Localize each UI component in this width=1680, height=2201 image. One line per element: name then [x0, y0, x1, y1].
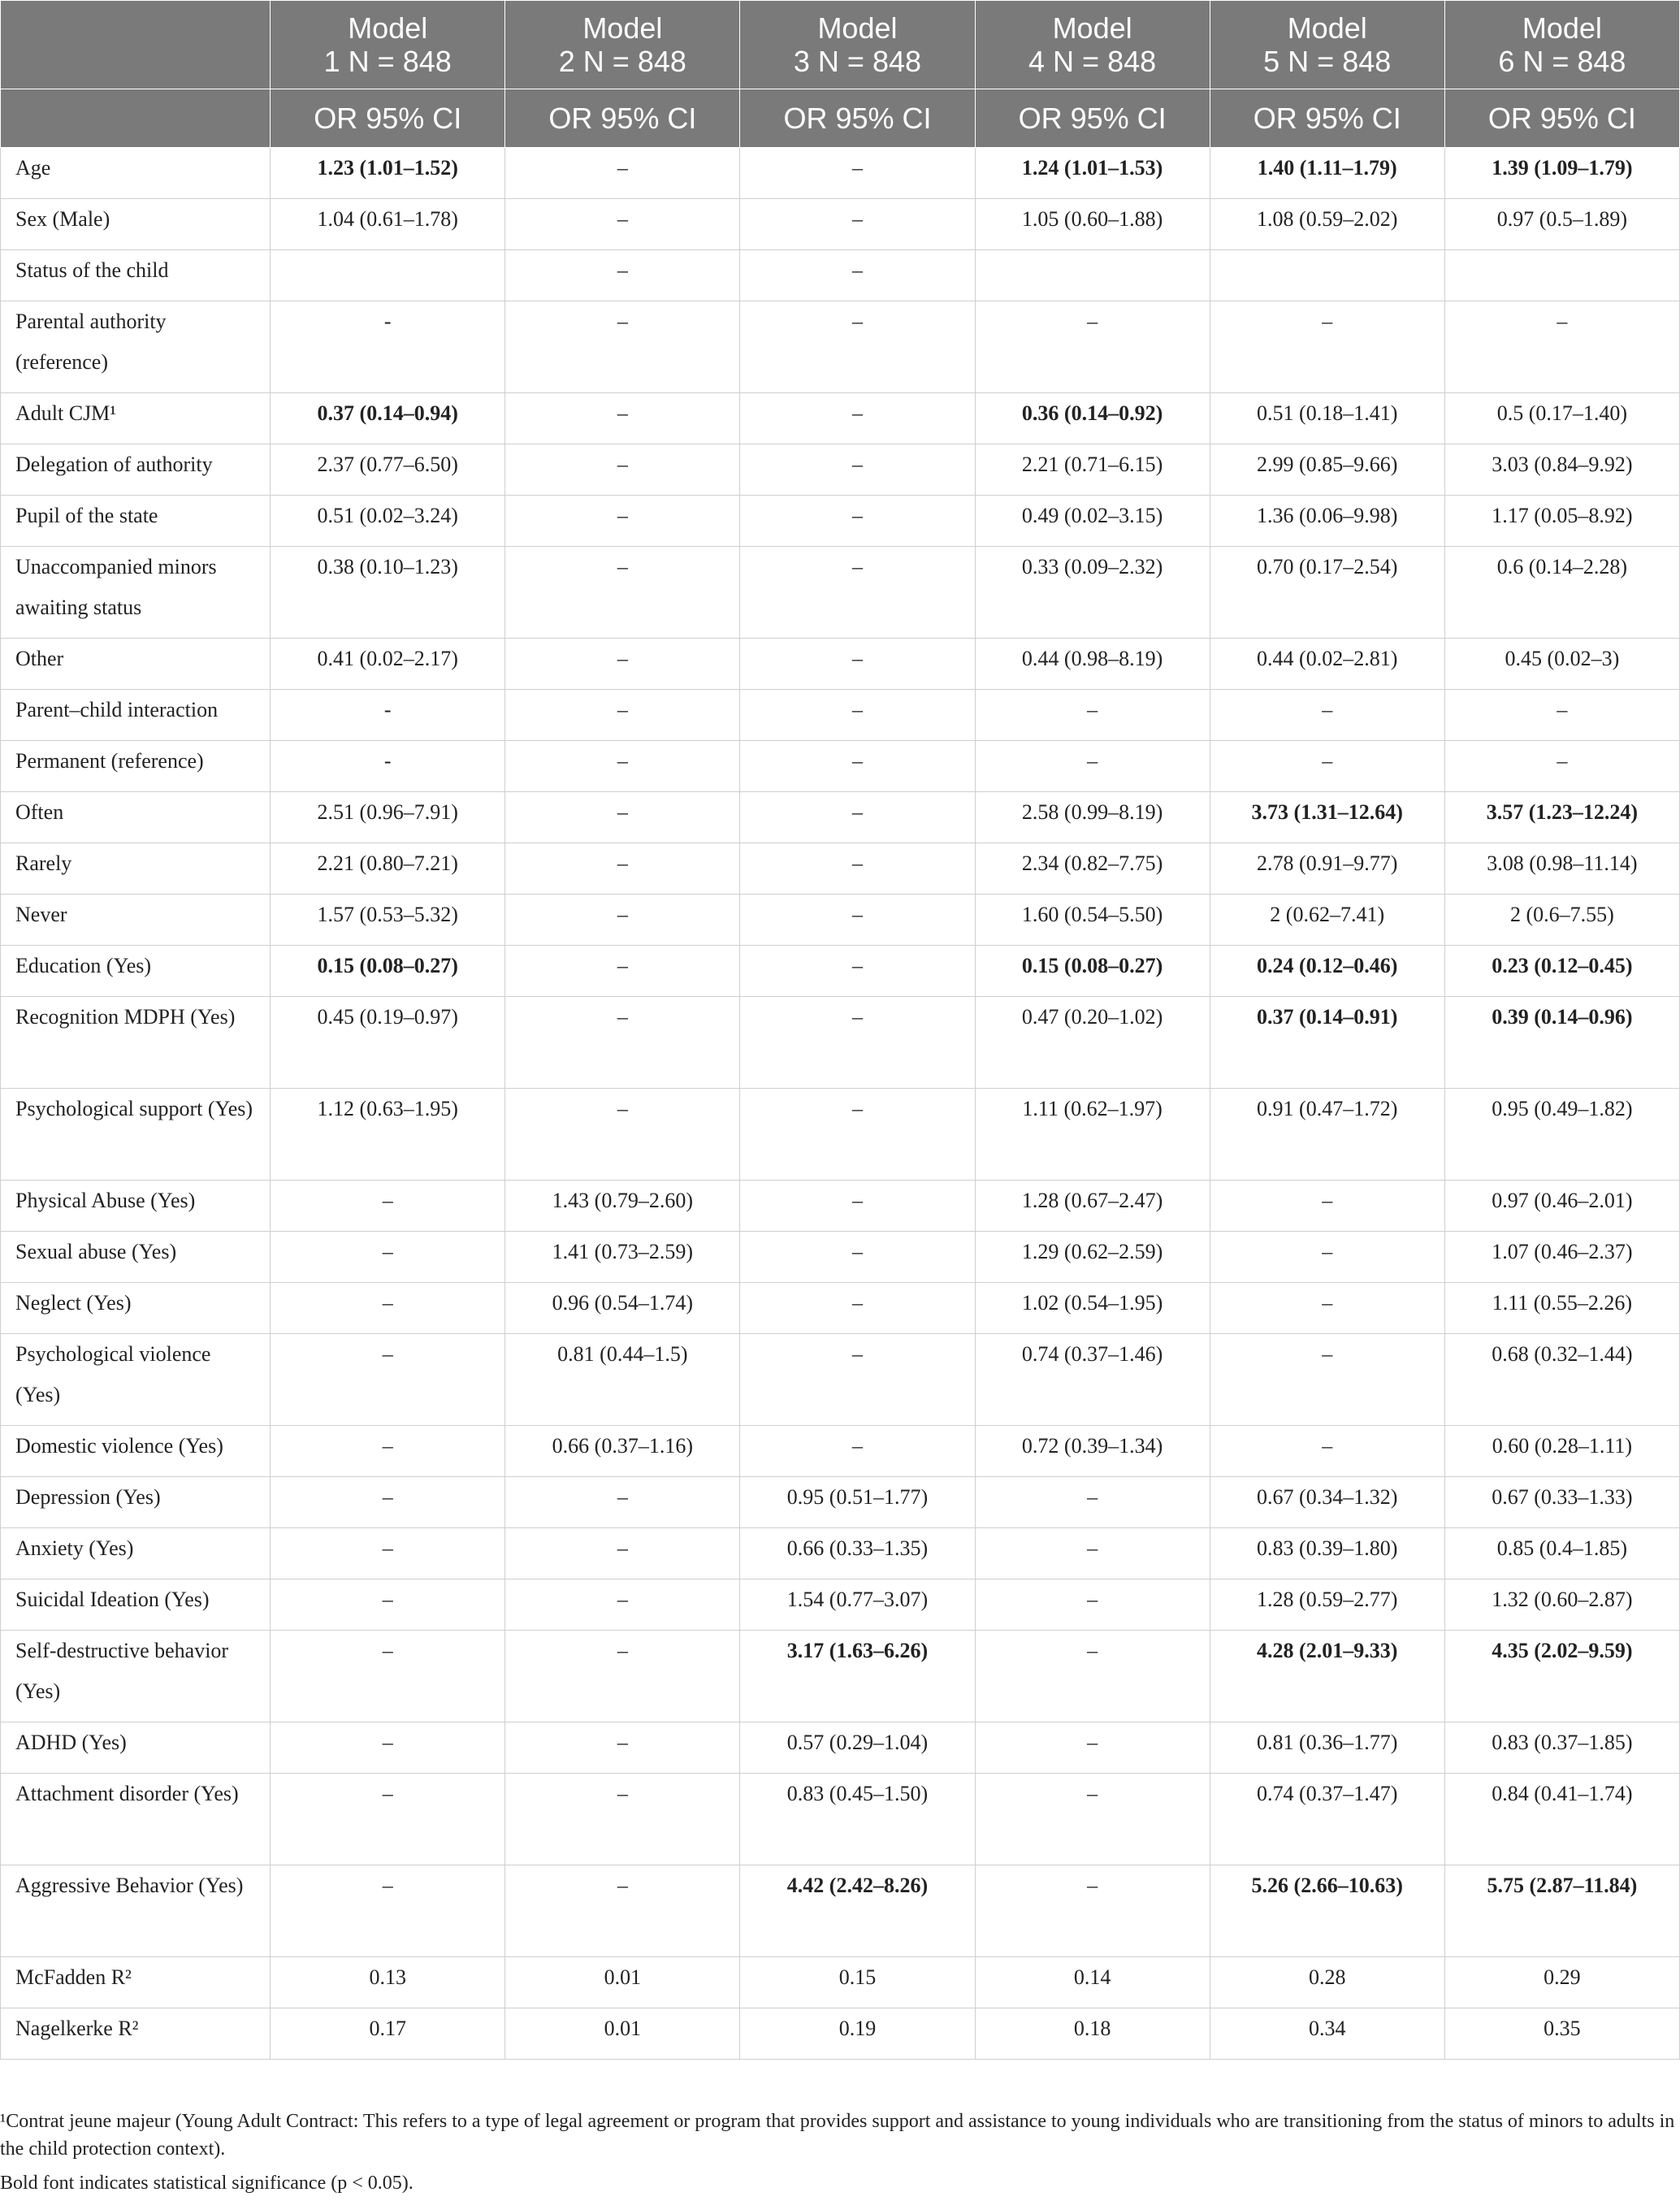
table-cell: 0.39 (0.14–0.96) [1444, 997, 1679, 1089]
table-cell: – [505, 946, 740, 997]
table-cell: 0.70 (0.17–2.54) [1210, 547, 1444, 639]
header-corner [1, 1, 271, 89]
table-row [1, 997, 1680, 1089]
row-label: Age [1, 148, 271, 199]
table-cell: 1.32 (0.60–2.87) [1444, 1579, 1679, 1631]
row-label: Delegation of authority [1, 444, 271, 496]
table-cell: – [740, 946, 975, 997]
table-cell: 2.34 (0.82–7.75) [975, 843, 1210, 895]
table-cell: 2 (0.6–7.55) [1444, 895, 1679, 946]
row-label: Neglect (Yes) [1, 1283, 271, 1334]
table-cell: – [271, 1631, 505, 1722]
table-cell: 1.29 (0.62–2.59) [975, 1232, 1210, 1283]
header-model-2: Model 2 N = 848 [505, 1, 740, 89]
header-model-6: Model 6 N = 848 [1444, 1, 1679, 89]
row-label: Depression (Yes) [1, 1477, 271, 1528]
table-cell: – [740, 1232, 975, 1283]
table-cell: 0.95 (0.51–1.77) [740, 1477, 975, 1528]
table-cell: – [505, 690, 740, 741]
table-row [1, 1957, 1680, 2008]
table-cell: – [975, 1631, 1210, 1722]
table-cell: 0.24 (0.12–0.46) [1210, 946, 1444, 997]
row-label: Adult CJM¹ [1, 393, 271, 444]
table-cell: 0.83 (0.37–1.85) [1444, 1722, 1679, 1774]
table-header [1, 1, 1680, 148]
table-cell: – [271, 1722, 505, 1774]
table-cell: 0.67 (0.33–1.33) [1444, 1477, 1679, 1528]
table-cell: – [1210, 741, 1444, 792]
table-cell: 0.67 (0.34–1.32) [1210, 1477, 1444, 1528]
row-label: Sex (Male) [1, 199, 271, 250]
table-cell: 0.97 (0.46–2.01) [1444, 1181, 1679, 1232]
table-cell: – [740, 496, 975, 547]
table-cell: 1.02 (0.54–1.95) [975, 1283, 1210, 1334]
table-cell: 5.75 (2.87–11.84) [1444, 1865, 1679, 1957]
table-cell: – [505, 547, 740, 639]
table-cell: – [1210, 1283, 1444, 1334]
table-cell: 1.08 (0.59–2.02) [1210, 199, 1444, 250]
table-cell: 0.14 [975, 1957, 1210, 2008]
table-cell: 0.49 (0.02–3.15) [975, 496, 1210, 547]
row-label: Aggressive Behavior (Yes) [1, 1865, 271, 1957]
row-label: Unaccompanied minors awaiting status [1, 547, 271, 639]
table-cell: - [271, 690, 505, 741]
table-cell: 2.37 (0.77–6.50) [271, 444, 505, 496]
table-cell: – [1210, 690, 1444, 741]
table-cell: 1.24 (1.01–1.53) [975, 148, 1210, 199]
row-label: Parent–child interaction [1, 690, 271, 741]
table-row [1, 444, 1680, 496]
header-row-models [1, 1, 1680, 89]
table-cell: 0.66 (0.37–1.16) [505, 1426, 740, 1477]
table-row [1, 792, 1680, 843]
table-row [1, 1528, 1680, 1579]
table-cell: – [975, 1774, 1210, 1865]
row-label: ADHD (Yes) [1, 1722, 271, 1774]
table-cell: – [505, 1089, 740, 1181]
table-cell: – [1210, 1334, 1444, 1426]
table-cell: 1.57 (0.53–5.32) [271, 895, 505, 946]
row-label: Psychological support (Yes) [1, 1089, 271, 1181]
table-cell: 0.6 (0.14–2.28) [1444, 547, 1679, 639]
header-model-3: Model 3 N = 848 [740, 1, 975, 89]
table-row [1, 393, 1680, 444]
table-cell: 2.21 (0.80–7.21) [271, 843, 505, 895]
table-cell: – [505, 199, 740, 250]
table-row [1, 1477, 1680, 1528]
table-row [1, 1283, 1680, 1334]
table-cell: – [740, 1089, 975, 1181]
header-model-1: Model 1 N = 848 [271, 1, 505, 89]
table-row [1, 1774, 1680, 1865]
table-cell: – [505, 444, 740, 496]
table-cell: – [975, 1528, 1210, 1579]
table-cell: – [271, 1181, 505, 1232]
table-row [1, 496, 1680, 547]
table-cell: 1.40 (1.11–1.79) [1210, 148, 1444, 199]
table-cell: 1.36 (0.06–9.98) [1210, 496, 1444, 547]
table-row [1, 639, 1680, 690]
table-cell: 0.41 (0.02–2.17) [271, 639, 505, 690]
table-cell: – [740, 843, 975, 895]
table-cell: – [740, 690, 975, 741]
table-cell: – [740, 250, 975, 301]
row-label: Permanent (reference) [1, 741, 271, 792]
table-cell: – [740, 301, 975, 393]
table-cell: 0.57 (0.29–1.04) [740, 1722, 975, 1774]
table-cell: 0.15 (0.08–0.27) [271, 946, 505, 997]
table-cell: – [505, 301, 740, 393]
row-label: Nagelkerke R² [1, 2008, 271, 2060]
table-cell: 1.17 (0.05–8.92) [1444, 496, 1679, 547]
table-cell: – [271, 1865, 505, 1957]
row-label: Never [1, 895, 271, 946]
header-corner-2 [1, 89, 271, 148]
table-cell: 3.03 (0.84–9.92) [1444, 444, 1679, 496]
table-cell: 0.47 (0.20–1.02) [975, 997, 1210, 1089]
row-label: Pupil of the state [1, 496, 271, 547]
table-cell: 0.15 (0.08–0.27) [975, 946, 1210, 997]
table-row [1, 895, 1680, 946]
table-cell: 0.28 [1210, 1957, 1444, 2008]
table-cell: – [505, 1631, 740, 1722]
header-stat: OR 95% CI [975, 89, 1210, 148]
row-label: Often [1, 792, 271, 843]
table-cell: – [505, 843, 740, 895]
table-cell: 0.5 (0.17–1.40) [1444, 393, 1679, 444]
header-stat: OR 95% CI [505, 89, 740, 148]
table-cell: – [271, 1426, 505, 1477]
table-cell: – [1210, 1181, 1444, 1232]
table-cell: – [975, 690, 1210, 741]
table-cell: 0.51 (0.02–3.24) [271, 496, 505, 547]
row-label: Rarely [1, 843, 271, 895]
table-cell: 0.84 (0.41–1.74) [1444, 1774, 1679, 1865]
table-row [1, 1089, 1680, 1181]
table-cell: 0.85 (0.4–1.85) [1444, 1528, 1679, 1579]
table-cell: 0.72 (0.39–1.34) [975, 1426, 1210, 1477]
row-label: McFadden R² [1, 1957, 271, 2008]
table-cell: – [271, 1528, 505, 1579]
table-cell: – [271, 1477, 505, 1528]
table-row [1, 301, 1680, 393]
table-cell: 2.58 (0.99–8.19) [975, 792, 1210, 843]
table-cell: 1.05 (0.60–1.88) [975, 199, 1210, 250]
table-cell: 1.54 (0.77–3.07) [740, 1579, 975, 1631]
row-label: Other [1, 639, 271, 690]
table-cell: 1.60 (0.54–5.50) [975, 895, 1210, 946]
table-cell: – [740, 393, 975, 444]
row-label: Psychological violence (Yes) [1, 1334, 271, 1426]
table-cell: 0.13 [271, 1957, 505, 2008]
table-row [1, 1579, 1680, 1631]
table-cell: – [505, 1528, 740, 1579]
footnote-cjm: ¹Contrat jeune majeur (Young Adult Contract: This refers to a type of legal agreement or program that provides support and assistance to young individuals who are transitioning from the status of minors to adults in the child protection context). [0, 2111, 1675, 2160]
table-cell: – [740, 639, 975, 690]
table-row [1, 199, 1680, 250]
table-cell: 0.97 (0.5–1.89) [1444, 199, 1679, 250]
table-row [1, 547, 1680, 639]
table-cell: 0.95 (0.49–1.82) [1444, 1089, 1679, 1181]
table-cell: 0.36 (0.14–0.92) [975, 393, 1210, 444]
table-cell: – [740, 741, 975, 792]
table-cell: – [740, 792, 975, 843]
table-cell: 0.18 [975, 2008, 1210, 2060]
header-model-4: Model 4 N = 848 [975, 1, 1210, 89]
table-cell: – [505, 792, 740, 843]
table-row [1, 1181, 1680, 1232]
table-row [1, 250, 1680, 301]
table-cell: 0.23 (0.12–0.45) [1444, 946, 1679, 997]
table-cell: 0.44 (0.02–2.81) [1210, 639, 1444, 690]
table-cell: – [271, 1774, 505, 1865]
table-cell: 0.45 (0.19–0.97) [271, 997, 505, 1089]
table-cell: – [740, 148, 975, 199]
table-cell: – [1210, 1232, 1444, 1283]
table-cell: 0.81 (0.44–1.5) [505, 1334, 740, 1426]
row-label: Anxiety (Yes) [1, 1528, 271, 1579]
table-cell: 0.96 (0.54–1.74) [505, 1283, 740, 1334]
table-cell: 0.81 (0.36–1.77) [1210, 1722, 1444, 1774]
table-cell: 0.34 [1210, 2008, 1444, 2060]
table-cell: – [740, 1334, 975, 1426]
table-cell: 0.19 [740, 2008, 975, 2060]
table-cell: – [505, 250, 740, 301]
table-cell: 0.74 (0.37–1.46) [975, 1334, 1210, 1426]
table-cell: 1.11 (0.55–2.26) [1444, 1283, 1679, 1334]
table-cell: – [975, 741, 1210, 792]
table-cell: – [505, 1579, 740, 1631]
row-label: Physical Abuse (Yes) [1, 1181, 271, 1232]
table-cell: 0.45 (0.02–3) [1444, 639, 1679, 690]
table-row [1, 843, 1680, 895]
table-row [1, 1426, 1680, 1477]
table-cell: – [975, 1579, 1210, 1631]
table-cell: – [740, 1181, 975, 1232]
table-row [1, 1722, 1680, 1774]
table-cell: – [505, 639, 740, 690]
table-cell: – [505, 148, 740, 199]
table-cell: 0.66 (0.33–1.35) [740, 1528, 975, 1579]
table-cell: 0.91 (0.47–1.72) [1210, 1089, 1444, 1181]
table-cell: - [271, 741, 505, 792]
table-cell: – [271, 1334, 505, 1426]
row-label: Status of the child [1, 250, 271, 301]
table-cell: 0.44 (0.98–8.19) [975, 639, 1210, 690]
header-stat: OR 95% CI [1210, 89, 1444, 148]
table-row [1, 1232, 1680, 1283]
table-cell: – [740, 1426, 975, 1477]
table-row [1, 2008, 1680, 2060]
table-cell: 2 (0.62–7.41) [1210, 895, 1444, 946]
header-stat: OR 95% CI [1444, 89, 1679, 148]
table-cell: 0.60 (0.28–1.11) [1444, 1426, 1679, 1477]
table-cell: 1.41 (0.73–2.59) [505, 1232, 740, 1283]
table-cell: 1.28 (0.59–2.77) [1210, 1579, 1444, 1631]
header-row-stat [1, 89, 1680, 148]
table-cell: 5.26 (2.66–10.63) [1210, 1865, 1444, 1957]
table-row [1, 946, 1680, 997]
row-label: Education (Yes) [1, 946, 271, 997]
table-cell: 2.78 (0.91–9.77) [1210, 843, 1444, 895]
table-cell: – [975, 1865, 1210, 1957]
table-cell: – [1210, 1426, 1444, 1477]
table-cell: 1.39 (1.09–1.79) [1444, 148, 1679, 199]
table-cell: – [505, 741, 740, 792]
table-row [1, 690, 1680, 741]
table-cell: 2.21 (0.71–6.15) [975, 444, 1210, 496]
table-cell: 0.37 (0.14–0.91) [1210, 997, 1444, 1089]
table-cell: 0.51 (0.18–1.41) [1210, 393, 1444, 444]
table-cell: – [1444, 690, 1679, 741]
table-cell [1210, 250, 1444, 301]
table-cell: 0.33 (0.09–2.32) [975, 547, 1210, 639]
table-row [1, 1334, 1680, 1426]
table-cell: 0.35 [1444, 2008, 1679, 2060]
table-cell: – [740, 1283, 975, 1334]
table-cell: – [1210, 301, 1444, 393]
table-cell: 0.15 [740, 1957, 975, 2008]
header-model-5: Model 5 N = 848 [1210, 1, 1444, 89]
table-cell: 2.51 (0.96–7.91) [271, 792, 505, 843]
table-cell: – [740, 199, 975, 250]
row-label: Recognition MDPH (Yes) [1, 997, 271, 1089]
table-cell: 1.07 (0.46–2.37) [1444, 1232, 1679, 1283]
table-cell: – [975, 1722, 1210, 1774]
table-cell: 3.57 (1.23–12.24) [1444, 792, 1679, 843]
table-row [1, 148, 1680, 199]
table-cell: 0.68 (0.32–1.44) [1444, 1334, 1679, 1426]
header-stat: OR 95% CI [740, 89, 975, 148]
footnote-bold: Bold font indicates statistical significance (p < 0.05). [0, 2173, 414, 2194]
table-cell: 1.04 (0.61–1.78) [271, 199, 505, 250]
table-cell: – [740, 997, 975, 1089]
table-cell: – [271, 1579, 505, 1631]
table-cell: - [271, 301, 505, 393]
table-cell: – [505, 1865, 740, 1957]
row-label: Suicidal Ideation (Yes) [1, 1579, 271, 1631]
table-cell: 1.43 (0.79–2.60) [505, 1181, 740, 1232]
row-label: Attachment disorder (Yes) [1, 1774, 271, 1865]
table-cell: 1.23 (1.01–1.52) [271, 148, 505, 199]
table-cell: 4.35 (2.02–9.59) [1444, 1631, 1679, 1722]
table-row [1, 1865, 1680, 1957]
table-cell: 4.42 (2.42–8.26) [740, 1865, 975, 1957]
table-cell [1444, 250, 1679, 301]
table-cell: 3.08 (0.98–11.14) [1444, 843, 1679, 895]
table-cell: 0.38 (0.10–1.23) [271, 547, 505, 639]
table-cell: 0.83 (0.45–1.50) [740, 1774, 975, 1865]
table-row [1, 1631, 1680, 1722]
table-cell [271, 250, 505, 301]
table-cell: – [505, 997, 740, 1089]
table-cell: – [505, 895, 740, 946]
table-cell [975, 250, 1210, 301]
table-cell: – [975, 301, 1210, 393]
table-cell: 4.28 (2.01–9.33) [1210, 1631, 1444, 1722]
table-cell: 0.74 (0.37–1.47) [1210, 1774, 1444, 1865]
table-cell: – [505, 1774, 740, 1865]
table-cell: 1.11 (0.62–1.97) [975, 1089, 1210, 1181]
table-cell: – [975, 1477, 1210, 1528]
row-label: Domestic violence (Yes) [1, 1426, 271, 1477]
table-cell: – [505, 1477, 740, 1528]
header-stat: OR 95% CI [271, 89, 505, 148]
table-row [1, 741, 1680, 792]
row-label: Parental authority (reference) [1, 301, 271, 393]
table-cell: – [740, 895, 975, 946]
table-cell: – [271, 1232, 505, 1283]
table-cell: – [505, 1722, 740, 1774]
table-cell: 2.99 (0.85–9.66) [1210, 444, 1444, 496]
table-cell: – [740, 444, 975, 496]
table-cell: – [505, 393, 740, 444]
table-cell: – [1444, 741, 1679, 792]
table-cell: 0.83 (0.39–1.80) [1210, 1528, 1444, 1579]
table-cell: 0.01 [505, 1957, 740, 2008]
table-cell: 0.01 [505, 2008, 740, 2060]
table-body [1, 148, 1680, 2060]
table-cell: – [271, 1283, 505, 1334]
table-cell: – [740, 547, 975, 639]
table-cell: – [505, 496, 740, 547]
table-cell: 3.17 (1.63–6.26) [740, 1631, 975, 1722]
table-cell: 1.12 (0.63–1.95) [271, 1089, 505, 1181]
row-label: Sexual abuse (Yes) [1, 1232, 271, 1283]
table-cell: – [1444, 301, 1679, 393]
table-cell: 0.29 [1444, 1957, 1679, 2008]
table-cell: 0.17 [271, 2008, 505, 2060]
table-cell: 3.73 (1.31–12.64) [1210, 792, 1444, 843]
table-cell: 1.28 (0.67–2.47) [975, 1181, 1210, 1232]
table-cell: 0.37 (0.14–0.94) [271, 393, 505, 444]
row-label: Self-destructive behavior (Yes) [1, 1631, 271, 1722]
